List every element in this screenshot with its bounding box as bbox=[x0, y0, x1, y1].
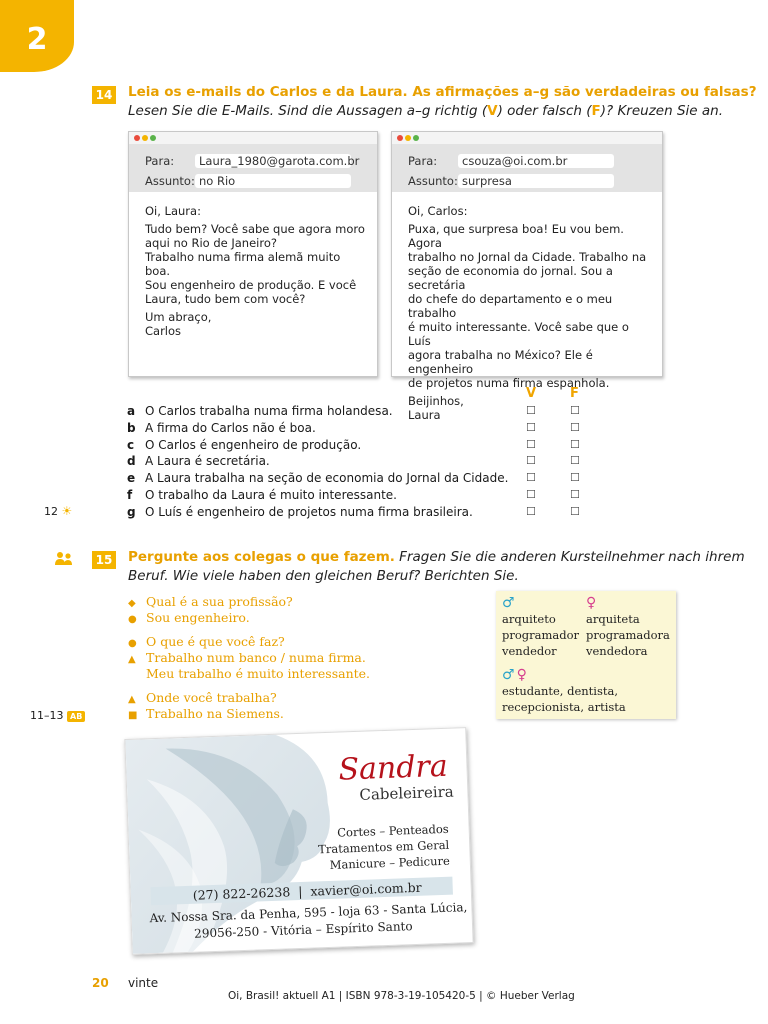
subject-field: no Rio bbox=[195, 174, 351, 188]
email-text-line: Laura, tudo bem com você? bbox=[145, 292, 306, 306]
email-greeting: Oi, Laura: bbox=[145, 204, 201, 218]
checkbox-false[interactable]: ☐ bbox=[570, 454, 580, 468]
statement-row bbox=[127, 437, 361, 454]
checkbox-true[interactable]: ☐ bbox=[526, 420, 536, 434]
email-text-line: do chefe do departamento e o meu trabalho bbox=[408, 292, 613, 320]
window-titlebar bbox=[392, 132, 662, 144]
email-body bbox=[145, 204, 365, 338]
card-profession: Cabeleireira bbox=[359, 782, 455, 804]
card-email: xavier@oi.com.br bbox=[310, 879, 422, 899]
card-service-line: Manicure – Pedicure bbox=[329, 853, 451, 872]
statement-text: A Laura trabalha na seção de economia do Jornal da Cidade. bbox=[145, 471, 509, 486]
profession-item: vendedor bbox=[502, 644, 557, 658]
email-text-line: agora trabalha no México? Ele é engenheiro bbox=[408, 348, 593, 376]
statement-letter: f bbox=[127, 488, 133, 502]
subject-label: Assunto: bbox=[145, 174, 195, 188]
checkbox-false[interactable]: ☐ bbox=[570, 471, 580, 485]
statement-letter: e bbox=[127, 471, 136, 486]
profession-item: programador bbox=[502, 628, 580, 642]
dialogue-text: Sou engenheiro. bbox=[146, 610, 250, 625]
statement-row bbox=[127, 470, 508, 487]
side-reference-number: 12 bbox=[44, 505, 58, 518]
chapter-number: 2 bbox=[26, 22, 48, 57]
group-people-icon bbox=[54, 551, 74, 571]
email-text-line: trabalho no Jornal da Cidade. Trabalho na bbox=[408, 250, 647, 264]
minimize-dot-icon bbox=[405, 135, 411, 141]
email-text-line: Puxa, que surpresa boa! Eu vou bem. Agora bbox=[408, 222, 624, 250]
page-number: 20 bbox=[92, 976, 109, 990]
side-reference-12 bbox=[44, 504, 72, 518]
card-address-line2: 29056-250 - Vitória – Espírito Santo bbox=[193, 919, 413, 941]
checkbox-false[interactable]: ☐ bbox=[570, 404, 580, 417]
subject-label: Assunto: bbox=[408, 174, 458, 188]
male-icon: ♂ bbox=[502, 595, 515, 611]
column-v-header: V bbox=[526, 386, 537, 401]
dialogue-text: Onde você trabalha? bbox=[146, 690, 277, 705]
minimize-dot-icon bbox=[142, 135, 148, 141]
statement-text: A Laura é secretária. bbox=[145, 454, 270, 469]
email-signature: Carlos bbox=[145, 324, 182, 338]
window-titlebar bbox=[129, 132, 377, 144]
statement-letter: a bbox=[127, 404, 136, 418]
card-phone: (27) 822-26238 bbox=[192, 884, 291, 903]
statement-letter: g bbox=[127, 504, 136, 519]
male-professions-list bbox=[502, 611, 579, 659]
statement-row bbox=[127, 453, 270, 470]
exercise-15-question-de: Fragen Sie die anderen Kursteilnehmer nach ihrem bbox=[394, 549, 745, 565]
exercise-15-question bbox=[128, 549, 745, 565]
email-closing: Beijinhos, bbox=[408, 394, 464, 408]
female-icon: ♀ bbox=[586, 595, 597, 611]
email-signature: Laura bbox=[408, 408, 441, 422]
exercise-14-question-de: Lesen Sie die E-Mails. Sind die Aussagen a–g richtig (V) oder falsch (F)? Kreuzen Sie an. bbox=[128, 103, 723, 119]
checkbox-true[interactable]: ☐ bbox=[526, 488, 536, 501]
maximize-dot-icon bbox=[413, 135, 419, 141]
to-label: Para: bbox=[145, 154, 175, 168]
email-text-line: é muito interessante. Você sabe que o Luís bbox=[408, 320, 629, 348]
email-text-line: Sou engenheiro de produção. E você bbox=[145, 278, 357, 292]
profession-item: programadora bbox=[586, 628, 670, 642]
dialogue-text: Trabalho num banco / numa firma. bbox=[146, 650, 366, 665]
email-greeting: Oi, Carlos: bbox=[408, 204, 468, 218]
card-service-line: Tratamentos em Geral bbox=[317, 837, 450, 857]
checkbox-false[interactable]: ☐ bbox=[570, 504, 580, 518]
email-text-line: Trabalho numa firma alemã muito boa. bbox=[145, 250, 341, 278]
exercise-14-number: 14 bbox=[92, 86, 116, 104]
to-label: Para: bbox=[408, 154, 438, 168]
dialogue-text: O que é que você faz? bbox=[146, 634, 285, 649]
dialogue-text: Meu trabalho é muito interessante. bbox=[146, 666, 371, 681]
profession-item: recepcionista, artista bbox=[502, 700, 626, 714]
statement-row bbox=[127, 487, 397, 504]
exercise-15-question-pt: Pergunte aos colegas o que fazem. bbox=[128, 549, 395, 565]
statement-letter: c bbox=[127, 437, 135, 452]
dialogue-text: Qual é a sua profissão? bbox=[146, 594, 293, 609]
email-text-line: aqui no Rio de Janeiro? bbox=[145, 236, 277, 250]
subject-field: surpresa bbox=[458, 174, 614, 188]
neutral-professions-list bbox=[502, 683, 626, 715]
checkbox-false[interactable]: ☐ bbox=[570, 437, 580, 451]
card-name: Sandra bbox=[337, 748, 449, 788]
sun-icon: ☀ bbox=[61, 504, 73, 518]
dialogue-line bbox=[128, 610, 250, 628]
speaker-symbol-icon: ▲ bbox=[128, 694, 136, 705]
card-address-line1: Av. Nossa Sra. da Penha, 595 - loja 63 - Santa Lúcia, bbox=[149, 900, 468, 926]
email-laura bbox=[391, 131, 663, 422]
email-text-line: Tudo bem? Você sabe que agora moro bbox=[145, 222, 365, 236]
speaker-symbol-icon: ▲ bbox=[128, 654, 136, 665]
close-dot-icon bbox=[397, 135, 403, 141]
to-field: csouza@oi.com.br bbox=[458, 154, 614, 168]
checkbox-true[interactable]: ☐ bbox=[526, 504, 536, 518]
email-closing: Um abraço, bbox=[145, 310, 212, 324]
page-word: vinte bbox=[128, 976, 159, 990]
close-dot-icon bbox=[134, 135, 140, 141]
dialogue-line bbox=[128, 666, 370, 682]
checkbox-true[interactable]: ☐ bbox=[526, 454, 536, 468]
checkbox-true[interactable]: ☐ bbox=[526, 471, 536, 485]
checkbox-false[interactable]: ☐ bbox=[570, 488, 580, 501]
statement-row bbox=[127, 504, 473, 521]
exercise-15-question-de-line2: Beruf. Wie viele haben den gleichen Beruf? Berichten Sie. bbox=[128, 568, 519, 584]
both-genders-icon: ♂♀ bbox=[502, 667, 529, 683]
statement-text: O trabalho da Laura é muito interessante. bbox=[145, 488, 397, 502]
statement-letter: b bbox=[127, 420, 136, 435]
profession-item: arquiteta bbox=[586, 612, 640, 626]
checkbox-true[interactable]: ☐ bbox=[526, 404, 536, 417]
statement-text: A firma do Carlos não é boa. bbox=[145, 420, 316, 435]
side-reference-range: 11–13 bbox=[30, 709, 64, 722]
side-reference-workbook bbox=[30, 709, 85, 722]
email-text-line: de projetos numa firma espanhola. bbox=[408, 376, 610, 390]
column-f-header: F bbox=[570, 386, 579, 401]
business-card bbox=[124, 727, 473, 955]
email-text-line: seção de economia do jornal. Sou a secretária bbox=[408, 264, 613, 292]
email-carlos bbox=[128, 131, 378, 377]
statement-text: O Carlos é engenheiro de produção. bbox=[145, 437, 362, 452]
profession-item: vendedora bbox=[586, 644, 648, 658]
statement-row bbox=[127, 403, 393, 420]
speaker-symbol-icon: ● bbox=[128, 638, 137, 649]
maximize-dot-icon bbox=[150, 135, 156, 141]
checkbox-false[interactable]: ☐ bbox=[570, 420, 580, 434]
dialogue-text: Trabalho na Siemens. bbox=[146, 706, 284, 721]
statement-text: O Luís é engenheiro de projetos numa firma brasileira. bbox=[145, 504, 473, 519]
profession-item: arquiteto bbox=[502, 612, 556, 626]
card-separator: | bbox=[297, 883, 303, 900]
speaker-symbol-icon: ● bbox=[128, 614, 137, 625]
email-text bbox=[408, 222, 650, 390]
exercise-14-question-pt: Leia os e-mails do Carlos e da Laura. As afirmações a–g são verdadeiras ou falsas? bbox=[128, 84, 757, 100]
statement-letter: d bbox=[127, 454, 136, 469]
speaker-symbol-icon: ◆ bbox=[128, 598, 136, 609]
email-header bbox=[129, 144, 377, 192]
workbook-badge: AB bbox=[67, 711, 85, 722]
footer-credits: Oi, Brasil! aktuell A1 | ISBN 978-3-19-105420-5 | © Hueber Verlag bbox=[228, 990, 575, 1002]
email-text bbox=[145, 222, 365, 306]
profession-item: estudante, dentista, bbox=[502, 684, 619, 698]
card-service-line: Cortes – Penteados bbox=[336, 821, 449, 840]
to-field: Laura_1980@garota.com.br bbox=[195, 154, 351, 168]
people-icon bbox=[54, 551, 74, 567]
statement-row bbox=[127, 420, 316, 437]
card-services bbox=[317, 821, 450, 874]
dialogue-line bbox=[128, 706, 284, 724]
email-header bbox=[392, 144, 662, 192]
female-professions-list bbox=[586, 611, 670, 659]
exercise-15-number: 15 bbox=[92, 551, 116, 569]
professions-box bbox=[496, 591, 676, 719]
statement-text: O Carlos trabalha numa firma holandesa. bbox=[145, 404, 393, 418]
checkbox-true[interactable]: ☐ bbox=[526, 437, 536, 451]
speaker-symbol-icon: ■ bbox=[128, 710, 138, 721]
